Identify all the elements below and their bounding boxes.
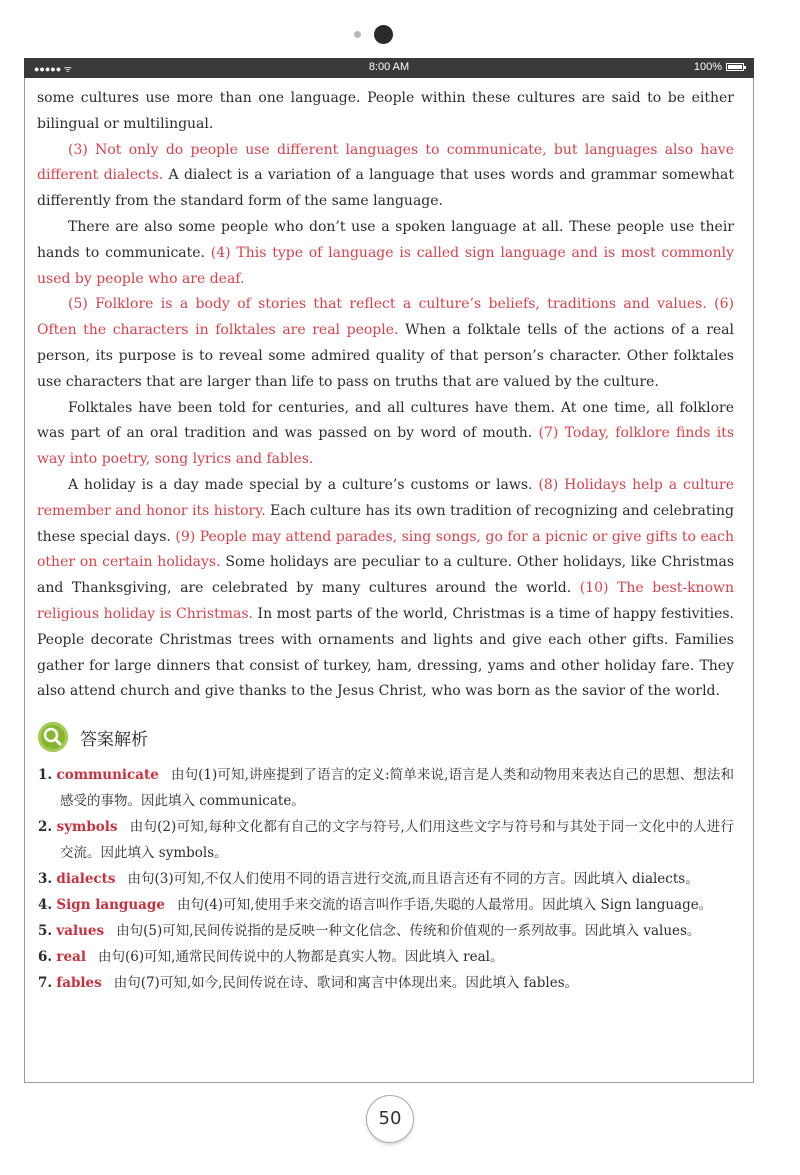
text-segment: Each culture has its own tradition of recognizing and celebrating these special days. — [37, 502, 734, 545]
status-time: 8:00 AM — [368, 61, 410, 73]
highlighted-sentence: (7) Today, folklore finds its way into poetry, song lyrics and fables. — [37, 425, 734, 468]
answer-keyword: values — [56, 923, 105, 939]
answer-number: 2. — [38, 819, 53, 835]
answer-list — [38, 762, 734, 996]
page-number: 50 — [366, 1095, 414, 1143]
highlighted-sentence: (9) People may attend parades, sing songs, go for a picnic or give gifts to each other on certain holidays. — [37, 528, 734, 571]
highlighted-sentence: (4) This type of language is called sign language and is most commonly used by people who are deaf. — [37, 244, 734, 287]
text-segment: some cultures use more than one language. People within these cultures are said to be either bilingual or multilingual. — [37, 90, 734, 132]
answer-explanation: 由句(7)可知,如今,民间传说在诗、歌词和寓言中体现出来。因此填入 fables。 — [113, 975, 579, 991]
text-segment: Some holidays are peculiar to a culture. Other holidays, like Christmas and Thanksgiving, are celebrated by many cultures around the world. — [37, 554, 735, 597]
answer-item — [38, 814, 734, 866]
text-segment: When a folktale tells of the actions of a real person, its purpose is to reveal some admired quality of that person’s character. Other folktales use characters that are larger than life to pass on truths that are valued by the culture. — [37, 322, 735, 390]
text-segment: Folktales have been told for centuries, and all cultures have them. At one time, all folklore was part of an oral tradition and was passed on by word of mouth. — [37, 399, 734, 442]
highlighted-sentence: (5) Folklore is a body of stories that reflect a culture’s beliefs, traditions and values. (6) Often the characters in folktales are real people. — [37, 296, 734, 339]
answer-item — [38, 866, 734, 892]
answer-number: 6. — [38, 949, 53, 965]
answer-item — [38, 918, 734, 944]
text-segment: A dialect is a variation of a language that uses words and grammar somewhat differently from the standard form of the same language. — [37, 167, 734, 210]
answer-explanation: 由句(2)可知,每种文化都有自己的文字与符号,人们用这些文字与符号和与其处于同一文化中的人进行交流。因此填入 symbols。 — [60, 819, 734, 861]
battery-percent: 100% — [693, 61, 722, 73]
answer-keyword: communicate — [56, 767, 159, 783]
paragraph — [37, 86, 734, 138]
text-segment: A holiday is a day made special by a culture’s customs or laws. — [68, 476, 539, 493]
highlighted-sentence: (8) Holidays help a culture remember and honor its history. — [37, 476, 734, 519]
answer-number: 1. — [38, 767, 53, 783]
camera-dot — [374, 25, 393, 44]
section-title: 答案解析 — [80, 729, 148, 750]
camera-indicator — [354, 24, 394, 46]
answer-number: 7. — [38, 975, 53, 991]
battery-level-fill — [728, 65, 742, 69]
sensor-dot — [354, 31, 361, 38]
paragraph — [37, 292, 734, 395]
magnifier-icon — [38, 722, 68, 752]
answer-item — [38, 970, 734, 996]
paragraph — [37, 473, 734, 705]
answer-item — [38, 762, 734, 814]
text-segment: In most parts of the world, Christmas is a time of happy festivities. People decorate Christmas trees with ornaments and lights and give each other gifts. Families gather for large dinners that consist of turkey, ham, dressing, yams and other holiday fare. They also attend church and give thanks to the Jesus Christ, who was born as the savior of the world. — [37, 605, 734, 700]
answer-keyword: Sign language — [56, 897, 165, 913]
section-header — [38, 722, 148, 752]
answer-keyword: symbols — [56, 819, 118, 835]
highlighted-sentence: (3) Not only do people use different languages to communicate, but languages also have different dialects. — [37, 141, 734, 184]
answer-explanation: 由句(3)可知,不仅人们使用不同的语言进行交流,而且语言还有不同的方言。因此填入 dialects。 — [127, 871, 699, 887]
answer-number: 3. — [38, 871, 53, 887]
paragraph — [37, 396, 734, 473]
answer-explanation: 由句(4)可知,使用手来交流的语言叫作手语,失聪的人最常用。因此填入 Sign language。 — [176, 897, 713, 913]
answer-explanation: 由句(1)可知,讲座提到了语言的定义:简单来说,语言是人类和动物用来表达自己的思想、想法和感受的事物。因此填入 communicate。 — [60, 767, 734, 809]
answer-number: 5. — [38, 923, 53, 939]
answer-keyword: dialects — [56, 871, 116, 887]
answer-explanation: 由句(6)可知,通常民间传说中的人物都是真实人物。因此填入 real。 — [97, 949, 504, 965]
answer-keyword: fables — [56, 975, 102, 991]
answer-item — [38, 944, 734, 970]
signal-wifi-icon: ●●●●● ᯤ — [34, 64, 72, 74]
text-segment: There are also some people who don’t use a spoken language at all. These people use their hands to communicate. — [37, 218, 734, 261]
answer-explanation: 由句(5)可知,民间传说指的是反映一种文化信念、传统和价值观的一系列故事。因此填入 values。 — [116, 923, 701, 939]
answer-number: 4. — [38, 897, 53, 913]
paragraph — [37, 138, 734, 215]
status-bar — [24, 58, 754, 78]
answer-keyword: real — [56, 949, 86, 965]
battery-icon — [726, 63, 744, 71]
paragraph — [37, 215, 734, 292]
passage-text — [37, 86, 734, 705]
answer-item — [38, 892, 734, 918]
highlighted-sentence: (10) The best-known religious holiday is Christmas. — [37, 580, 734, 622]
